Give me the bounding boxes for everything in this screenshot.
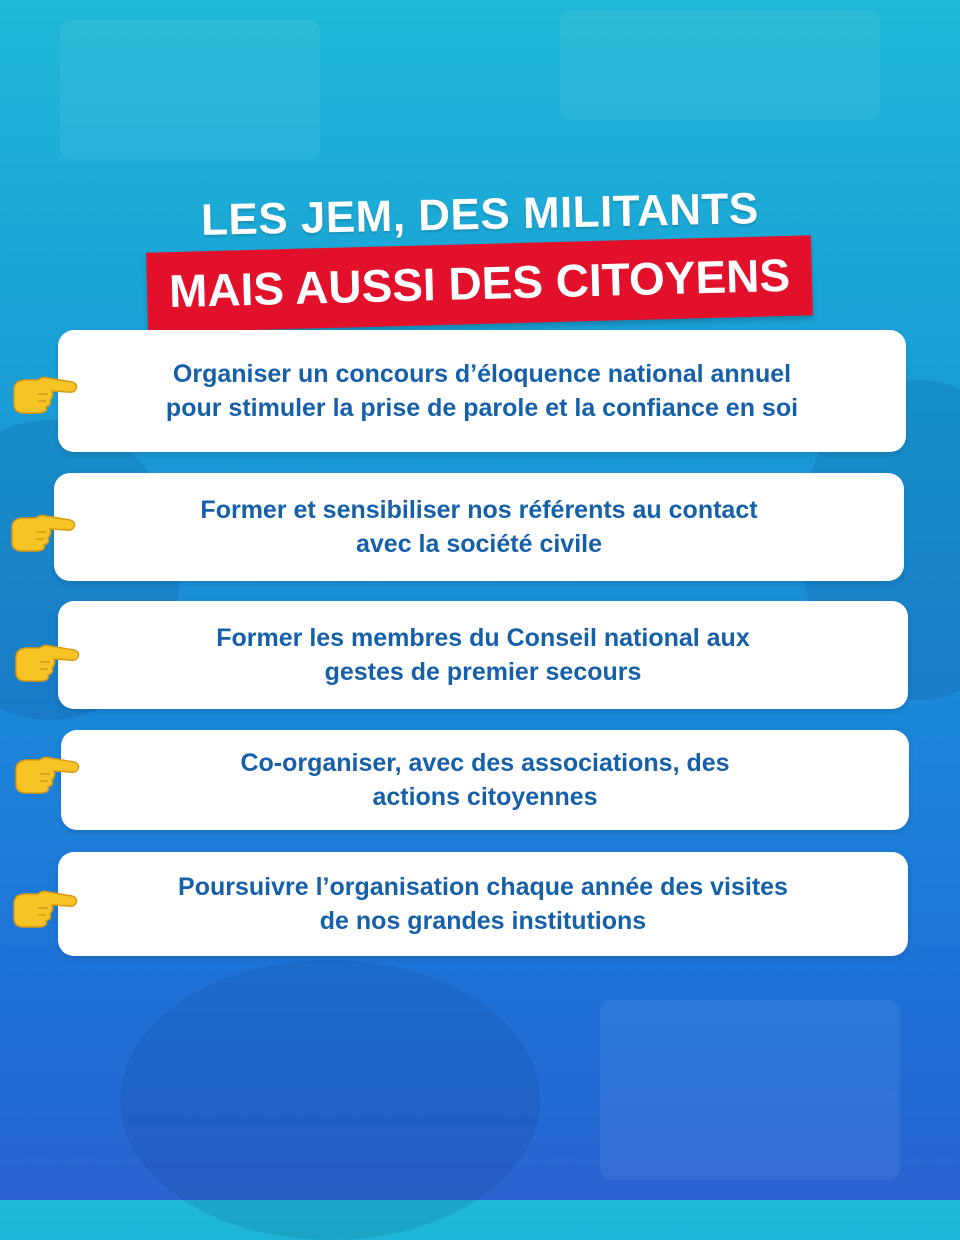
- pointing-right-hand-icon: [8, 886, 78, 930]
- title-line-1: LES JEM, DES MILITANTS: [200, 184, 760, 245]
- pointing-right-hand-icon: [10, 640, 80, 684]
- header: [0, 184, 960, 324]
- list-item-text: Co-organiser, avec des associations, des actions citoyennes: [240, 749, 730, 811]
- list-item-text: Former et sensibiliser nos référents au contact avec la société civile: [200, 496, 758, 558]
- pointing-right-hand-icon: [6, 510, 76, 554]
- list-item: [61, 730, 909, 830]
- list-item: [58, 601, 908, 709]
- pointing-right-hand-icon: [8, 372, 78, 416]
- list-item-text: Poursuivre l’organisation chaque année des visites de nos grandes institutions: [178, 873, 788, 935]
- title-line-2-highlight: MAIS AUSSI DES CITOYENS: [147, 235, 814, 332]
- list-item: [58, 852, 908, 956]
- pointing-right-hand-icon: [10, 752, 80, 796]
- list-item: [58, 330, 906, 452]
- list-item-text: Former les membres du Conseil national aux gestes de premier secours: [216, 624, 750, 686]
- list-item-text: Organiser un concours d’éloquence national annuel pour stimuler la prise de parole et la confiance en soi: [165, 360, 799, 422]
- list-item: [54, 473, 904, 581]
